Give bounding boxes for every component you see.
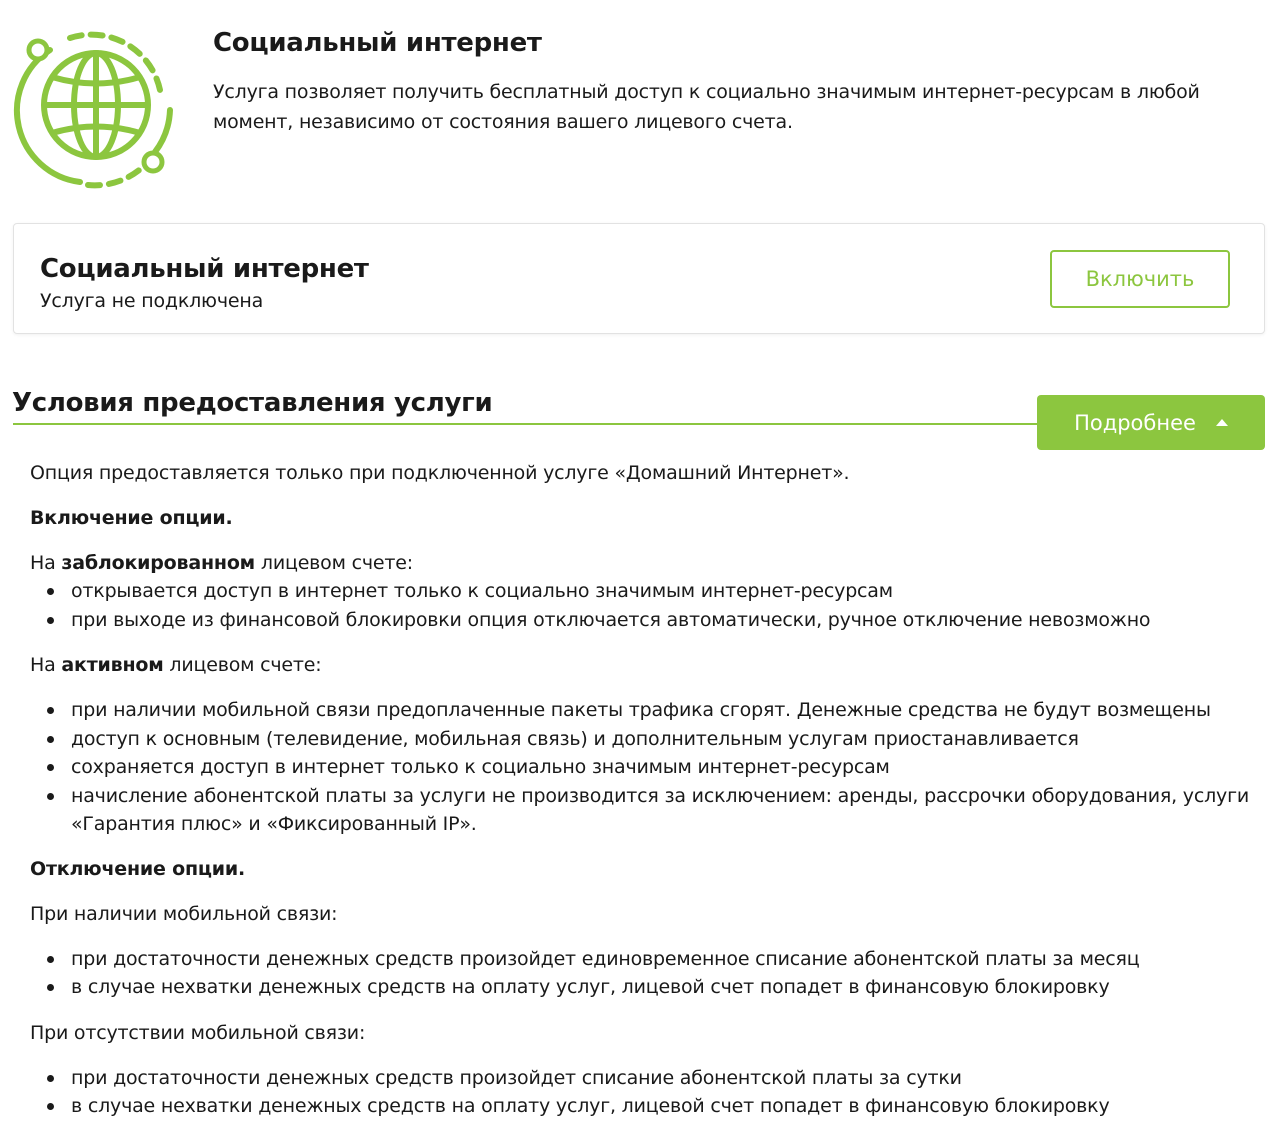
service-status-text: Услуга не подключена bbox=[40, 290, 264, 312]
enable-button[interactable]: Включить bbox=[1050, 250, 1230, 308]
terms-intro: Опция предоставляется только при подключенной услуге «Домашний Интернет». bbox=[30, 462, 850, 484]
list-item: доступ к основным (телевидение, мобильная связь) и дополнительным услугам приостанавливается bbox=[30, 725, 1260, 754]
terms-section-title: Условия предоставления услуги bbox=[12, 388, 493, 418]
list-item: в случае нехватки денежных средств на оплату услуг, лицевой счет попадет в финансовую блокировку bbox=[30, 973, 1260, 1002]
list-item: начисление абонентской платы за услуги не производится за исключением: аренды, рассрочки оборудования, услуги «Гарантия плюс» и «Фиксированный IP». bbox=[30, 782, 1260, 839]
list-item: при достаточности денежных средств произойдет единовременное списание абонентской платы за месяц bbox=[30, 945, 1260, 974]
service-description: Услуга позволяет получить бесплатный доступ к социально значимым интернет-ресурсам в любой момент, независимо от состояния вашего лицевого счета. bbox=[213, 81, 1200, 133]
service-status-card bbox=[13, 223, 1265, 334]
caret-up-icon bbox=[1216, 419, 1228, 426]
service-card-title: Социальный интернет bbox=[40, 254, 369, 284]
blocked-account-list bbox=[30, 577, 1260, 634]
service-hero bbox=[0, 0, 1280, 200]
active-account-list bbox=[30, 696, 1260, 839]
active-account-label: На активном лицевом счете: bbox=[30, 654, 322, 676]
without-mobile-label: При отсутствии мобильной связи: bbox=[30, 1021, 366, 1044]
list-item: при наличии мобильной связи предоплаченные пакеты трафика сгорят. Денежные средства не будут возмещены bbox=[30, 696, 1260, 725]
list-item: при выходе из финансовой блокировки опция отключается автоматически, ручное отключение невозможно bbox=[30, 606, 1260, 635]
section-divider bbox=[13, 423, 1043, 425]
list-item: при достаточности денежных средств произойдет списание абонентской платы за сутки bbox=[30, 1064, 1260, 1093]
with-mobile-list bbox=[30, 945, 1260, 1002]
without-mobile-list bbox=[30, 1064, 1260, 1121]
list-item: сохраняется доступ в интернет только к социально значимым интернет-ресурсам bbox=[30, 753, 1260, 782]
globe-orbit-icon bbox=[10, 20, 182, 192]
more-details-label: Подробнее bbox=[1074, 410, 1196, 435]
with-mobile-label: При наличии мобильной связи: bbox=[30, 902, 338, 925]
disable-heading: Отключение опции. bbox=[30, 857, 246, 880]
list-item: открывается доступ в интернет только к социально значимым интернет-ресурсам bbox=[30, 577, 1260, 606]
enable-heading: Включение опции. bbox=[30, 507, 233, 529]
terms-content bbox=[30, 459, 1260, 1121]
blocked-account-label: На заблокированном лицевом счете: bbox=[30, 552, 413, 574]
list-item: в случае нехватки денежных средств на оплату услуг, лицевой счет попадет в финансовую блокировку bbox=[30, 1092, 1260, 1121]
more-details-toggle-button[interactable] bbox=[1037, 395, 1265, 450]
page-title: Социальный интернет bbox=[213, 28, 542, 58]
